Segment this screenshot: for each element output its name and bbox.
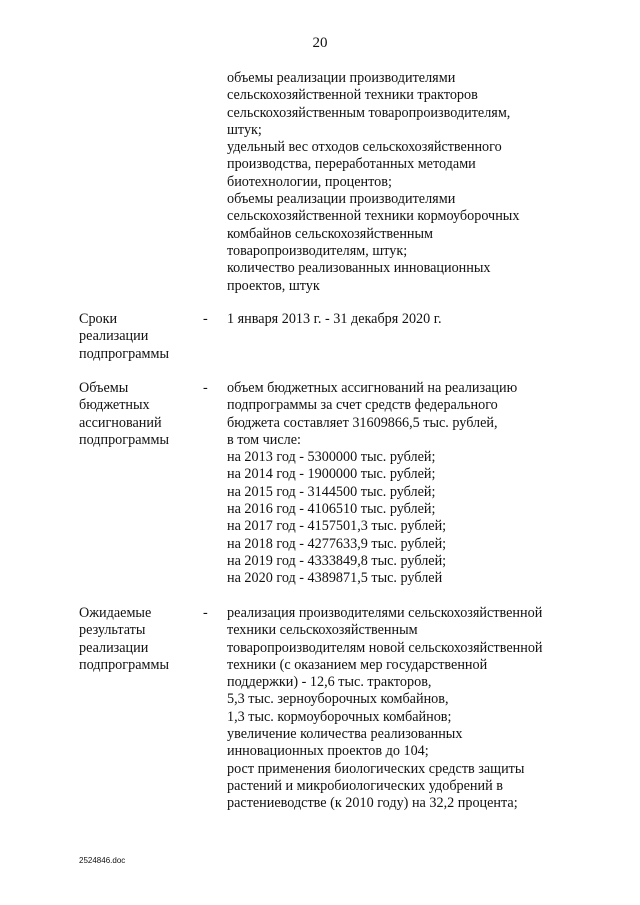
- footer-filename: 2524846.doc: [79, 856, 126, 865]
- section-term-value: [227, 311, 442, 328]
- section-budget-dash: -: [203, 380, 208, 396]
- value-line: на 2014 год - 1900000 тыс. рублей;: [227, 466, 436, 483]
- text-line: штук;: [227, 121, 262, 138]
- section-results-value: [227, 605, 543, 813]
- text-line: комбайнов сельскохозяйственным: [227, 225, 434, 242]
- label-line: ассигнований: [79, 414, 162, 431]
- section-term-label: [79, 311, 169, 363]
- label-line: результаты: [79, 622, 146, 639]
- label-line: Объемы: [79, 380, 129, 396]
- value-line: на 2019 год - 4333849,8 тыс. рублей;: [227, 552, 447, 569]
- value-line: 1 января 2013 г. - 31 декабря 2020 г.: [227, 311, 442, 327]
- value-line: инновационных проектов до 104;: [227, 743, 429, 760]
- label-line: реализации: [79, 328, 149, 345]
- section-term-dash: -: [203, 311, 208, 327]
- value-line: бюджета составляет 31609866,5 тыс. рублей,: [227, 414, 498, 431]
- label-line: подпрограммы: [79, 431, 169, 448]
- label-line: подпрограммы: [79, 656, 169, 673]
- label-line: реализации: [79, 639, 149, 656]
- page-number: 20: [312, 35, 328, 51]
- text-line: проектов, штук: [227, 277, 320, 294]
- text-line: удельный вес отходов сельскохозяйственного: [227, 139, 502, 156]
- section-budget-value: [227, 380, 517, 588]
- value-line: на 2017 год - 4157501,3 тыс. рублей;: [227, 518, 447, 535]
- text-line: объемы реализации производителями: [227, 191, 456, 208]
- top-text-block: [227, 70, 519, 295]
- text-line: сельскохозяйственной техники кормоуборочных: [227, 208, 520, 225]
- text-line: сельскохозяйственным товаропроизводителям,: [227, 104, 511, 121]
- value-line: подпрограммы за счет средств федерального: [227, 397, 498, 414]
- value-line: объем бюджетных ассигнований на реализацию: [227, 380, 518, 396]
- value-line: на 2018 год - 4277633,9 тыс. рублей;: [227, 535, 447, 552]
- value-line: на 2015 год - 3144500 тыс. рублей;: [227, 483, 436, 500]
- value-line: растений и микробиологических удобрений в: [227, 777, 503, 794]
- text-line: товаропроизводителям, штук;: [227, 242, 408, 259]
- text-line: количество реализованных инновационных: [227, 260, 491, 277]
- section-results-label: [79, 605, 169, 674]
- value-line: в том числе:: [227, 431, 301, 448]
- value-line: реализация производителями сельскохозяйственной: [227, 605, 543, 621]
- label-line: подпрограммы: [79, 345, 169, 362]
- value-line: товаропроизводителям новой сельскохозяйственной: [227, 639, 543, 656]
- section-results-dash: -: [203, 605, 208, 621]
- text-line: объемы реализации производителями: [227, 70, 456, 86]
- label-line: бюджетных: [79, 397, 150, 414]
- value-line: на 2020 год - 4389871,5 тыс. рублей: [227, 570, 443, 587]
- value-line: на 2016 год - 4106510 тыс. рублей;: [227, 501, 436, 518]
- value-line: 5,3 тыс. зерноуборочных комбайнов,: [227, 691, 449, 708]
- label-line: Сроки: [79, 311, 118, 327]
- text-line: сельскохозяйственной техники тракторов: [227, 87, 478, 104]
- value-line: 1,3 тыс. кормоуборочных комбайнов;: [227, 708, 452, 725]
- value-line: техники сельскохозяйственным: [227, 622, 418, 639]
- section-budget-label: [79, 380, 169, 449]
- text-line: производства, переработанных методами: [227, 156, 476, 173]
- label-line: Ожидаемые: [79, 605, 152, 621]
- value-line: рост применения биологических средств защиты: [227, 760, 525, 777]
- text-line: биотехнологии, процентов;: [227, 173, 392, 190]
- value-line: увеличение количества реализованных: [227, 726, 463, 743]
- value-line: на 2013 год - 5300000 тыс. рублей;: [227, 449, 436, 466]
- value-line: поддержки) - 12,6 тыс. тракторов,: [227, 674, 432, 691]
- value-line: растениеводстве (к 2010 году) на 32,2 процента;: [227, 795, 518, 812]
- value-line: техники (с оказанием мер государственной: [227, 656, 488, 673]
